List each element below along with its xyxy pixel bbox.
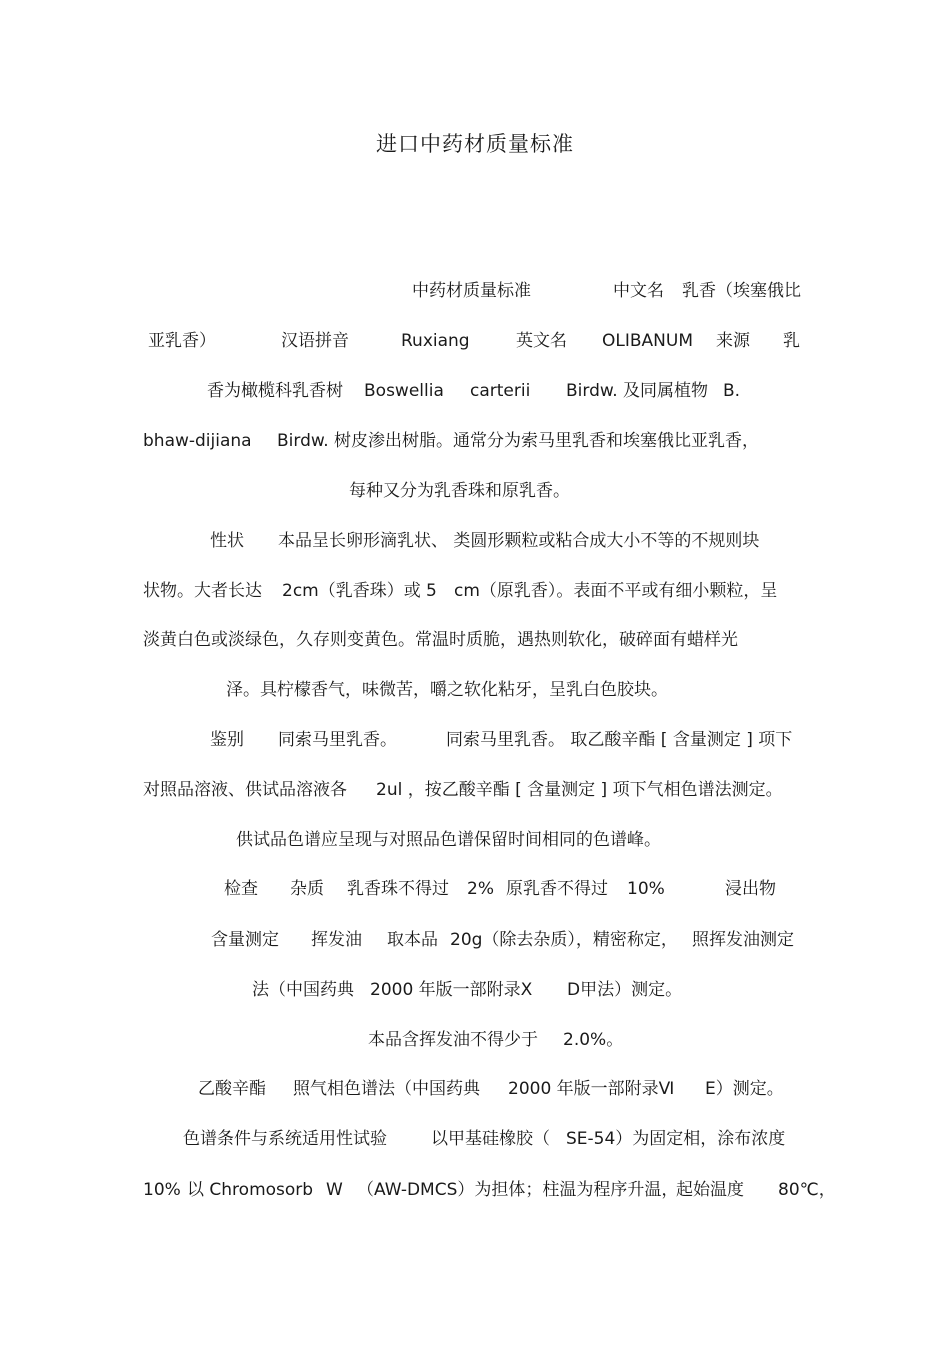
text-line — [0, 428, 950, 454]
text-segment: W — [326, 1180, 343, 1200]
text-segment: 对照品溶液、供试品溶液各 — [143, 780, 347, 800]
text-segment: 以甲基硅橡胶（ — [431, 1129, 550, 1149]
text-segment: 状物。大者长达 — [143, 581, 262, 601]
text-segment: 色谱条件与系统适用性试验 — [183, 1129, 387, 1149]
text-segment: bhaw-dijiana — [143, 431, 252, 451]
text-line — [0, 1177, 950, 1203]
text-segment: 中文名 — [613, 281, 664, 301]
text-segment: 80℃， — [778, 1180, 836, 1200]
text-segment: 同索马里乳香。 取乙酸辛酯 [ 含量测定 ] 项下 — [446, 730, 793, 750]
text-segment: 淡黄白色或淡绿色，久存则变黄色。常温时质脆，遇热则软化，破碎面有蜡样光 — [143, 630, 738, 650]
text-segment: cm（原乳香）。表面不平或有细小颗粒，呈 — [454, 581, 778, 601]
text-line — [0, 1076, 950, 1102]
text-line — [0, 827, 950, 853]
text-segment: 本品含挥发油不得少于 — [368, 1030, 538, 1050]
text-segment: 10% — [627, 879, 665, 899]
page-title: 进口中药材质量标准 — [376, 132, 574, 156]
text-segment: 英文名 — [516, 331, 567, 351]
text-segment: 同索马里乳香。 — [278, 730, 397, 750]
text-segment: Birdw. 及同属植物 — [566, 381, 709, 401]
text-segment: 乳香（埃塞俄比 — [682, 281, 801, 301]
text-segment: 来源 — [716, 331, 750, 351]
text-segment: SE-54）为固定相，涂布浓度 — [566, 1129, 786, 1149]
text-line — [0, 927, 950, 953]
text-line — [0, 876, 950, 902]
text-segment: 2000 年版一部附录Ⅵ — [508, 1079, 675, 1099]
text-segment: 起始温度 — [676, 1180, 744, 1200]
text-segment: 法（中国药典 — [252, 980, 354, 1000]
text-line — [0, 627, 950, 653]
text-line — [0, 328, 950, 354]
text-line — [0, 1027, 950, 1053]
text-segment: 香为橄榄科乳香树 — [207, 381, 343, 401]
text-segment: 浸出物 — [725, 879, 776, 899]
text-segment: 乳香珠不得过 — [347, 879, 449, 899]
text-segment: carterii — [470, 381, 531, 401]
text-segment: 2cm（乳香珠）或 — [282, 581, 421, 601]
text-segment: 20g（除去杂质），精密称定， — [450, 930, 678, 950]
text-line — [0, 1126, 950, 1152]
text-segment: 5 — [426, 581, 437, 601]
text-segment: 照挥发油测定 — [692, 930, 794, 950]
text-segment: E）测定。 — [705, 1079, 784, 1099]
text-line — [0, 528, 950, 554]
text-line — [0, 977, 950, 1003]
text-segment: 供试品色谱应呈现与对照品色谱保留时间相同的色谱峰。 — [236, 830, 661, 850]
text-segment: 取本品 — [387, 930, 438, 950]
text-segment: 照气相色谱法（中国药典 — [293, 1079, 480, 1099]
text-segment: 含量测定 — [211, 930, 279, 950]
text-segment: OLIBANUM — [602, 331, 693, 351]
text-line — [0, 478, 950, 504]
text-segment: 2% — [467, 879, 494, 899]
text-segment: 鉴别 — [210, 730, 244, 750]
text-line — [0, 727, 950, 753]
text-segment: Boswellia — [364, 381, 444, 401]
text-segment: 2000 年版一部附录Ⅹ — [370, 980, 533, 1000]
text-segment: 2.0%。 — [563, 1030, 624, 1050]
text-line — [0, 777, 950, 803]
text-segment: 泽。具柠檬香气，味微苦，嚼之软化粘牙，呈乳白色胶块。 — [226, 680, 668, 700]
text-segment: 汉语拼音 — [281, 331, 349, 351]
text-segment: 亚乳香） — [148, 331, 216, 351]
text-segment: （AW-DMCS）为担体；柱温为程序升温， — [357, 1180, 679, 1200]
text-segment: 性状 — [210, 531, 244, 551]
text-segment: 检查 — [224, 879, 258, 899]
text-line — [0, 677, 950, 703]
text-segment: 10% — [143, 1180, 181, 1200]
text-segment: 乙酸辛酯 — [198, 1079, 266, 1099]
text-segment: D甲法）测定。 — [567, 980, 683, 1000]
text-segment: 挥发油 — [311, 930, 362, 950]
text-segment: 乳 — [783, 331, 800, 351]
text-line — [0, 378, 950, 404]
text-segment: B. — [723, 381, 741, 401]
text-segment: 本品呈长卵形滴乳状、 类圆形颗粒或粘合成大小不等的不规则块 — [278, 531, 760, 551]
text-segment: Birdw. 树皮渗出树脂。通常分为索马里乳香和埃塞俄比亚乳香， — [277, 431, 760, 451]
text-line — [0, 578, 950, 604]
text-segment: 每种又分为乳香珠和原乳香。 — [349, 481, 570, 501]
text-segment: Ruxiang — [401, 331, 470, 351]
text-segment: 2ul ，按乙酸辛酯 [ 含量测定 ] 项下气相色谱法测定。 — [376, 780, 783, 800]
text-segment: 中药材质量标准 — [412, 281, 531, 301]
text-segment: 以 Chromosorb — [187, 1180, 314, 1200]
text-segment: 原乳香不得过 — [506, 879, 608, 899]
text-line — [0, 278, 950, 304]
text-segment: 杂质 — [290, 879, 324, 899]
